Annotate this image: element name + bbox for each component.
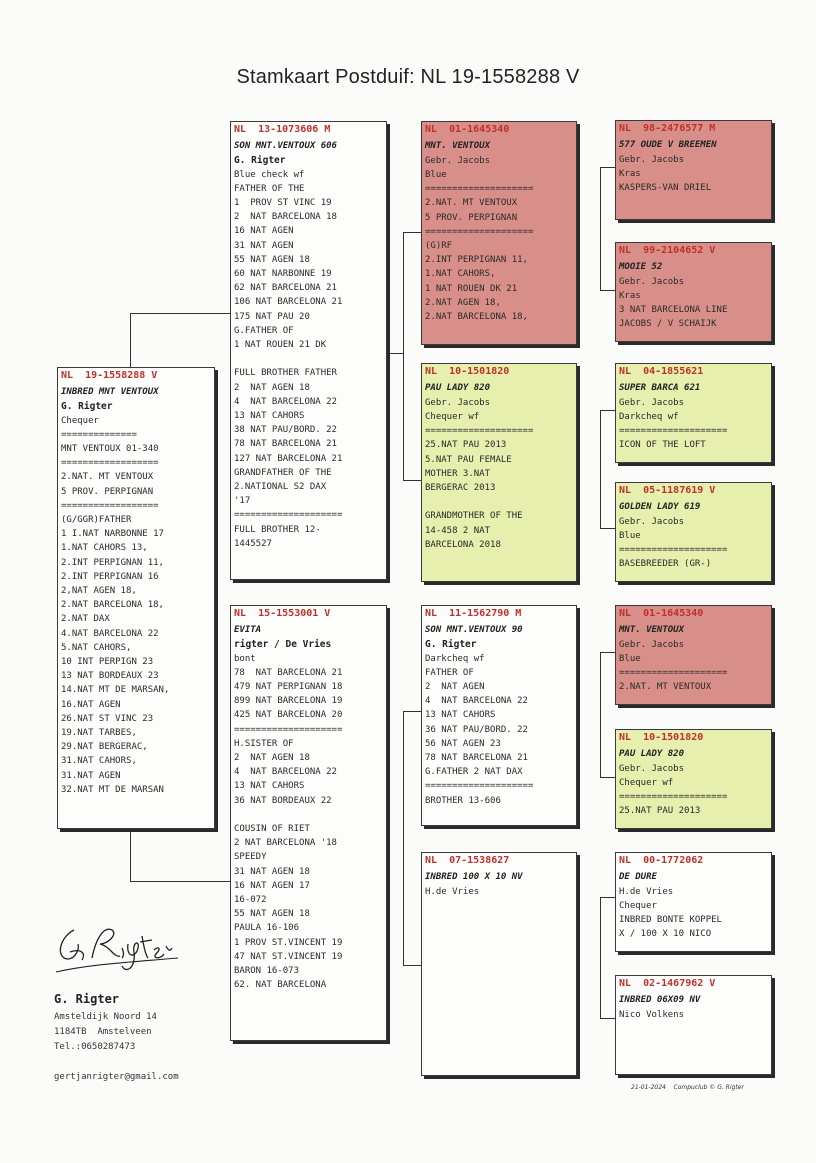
card-line: 10 INT PERPIGN 23 xyxy=(61,657,154,668)
ring-number: NL 98-2476577 M xyxy=(619,123,716,134)
card-line: 479 NAT PERPIGNAN 18 xyxy=(234,682,343,692)
connector-line xyxy=(600,897,601,1019)
card-line: 31.NAT AGEN xyxy=(61,770,121,781)
card-line: 13 NAT BORDEAUX 23 xyxy=(61,671,159,682)
pigeon-name: MNT. VENTOUX xyxy=(425,141,491,151)
pedigree-card-father-father[interactable] xyxy=(421,121,577,345)
ring-number: NL 10-1501820 xyxy=(619,732,704,743)
card-line: 55 NAT AGEN 18 xyxy=(234,909,310,920)
card-line: Gebr. Jacobs xyxy=(619,397,685,408)
owner-name: G. Rigter xyxy=(234,154,286,166)
card-line: 2 NAT AGEN 18 xyxy=(234,382,310,393)
pedigree-card-father-mother[interactable] xyxy=(421,363,577,582)
card-line: 36 NAT PAU/BORD. 22 xyxy=(425,724,528,735)
card-line: 4.NAT BARCELONA 22 xyxy=(61,628,159,639)
card-line: 5.NAT PAU FEMALE xyxy=(425,454,512,465)
card-line: 78 NAT BARCELONA 21 xyxy=(234,439,337,450)
card-line: 2,NAT AGEN 18, xyxy=(61,586,137,597)
card-line: G.FATHER 2 NAT DAX xyxy=(425,767,523,778)
card-line: ICON OF THE LOFT xyxy=(619,440,706,451)
card-line: 4 NAT BARCELONA 22 xyxy=(425,696,528,707)
card-line: 2.NAT. MT VENTOUX xyxy=(425,198,518,209)
card-line: 2.NAT BARCELONA 18, xyxy=(61,600,164,611)
card-line: Blue xyxy=(619,531,641,541)
ring-number: NL 99-2104652 V xyxy=(619,245,716,256)
card-line: MNT VENTOUX 01-340 xyxy=(61,444,159,454)
ring-number: NL 15-1553001 V xyxy=(234,608,331,619)
card-line: 47 NAT ST.VINCENT 19 xyxy=(234,951,343,962)
card-line: Darkcheq wf xyxy=(425,653,485,664)
card-line: ==================== xyxy=(425,426,534,437)
connector-line xyxy=(600,167,601,290)
card-line: 36 NAT BORDEAUX 22 xyxy=(234,795,332,806)
card-line: 55 NAT AGEN 18 xyxy=(234,254,310,265)
ring-number: NL 07-1538627 xyxy=(425,855,510,866)
card-line: Kras xyxy=(619,291,641,301)
card-line: 26.NAT ST VINC 23 xyxy=(61,713,154,724)
pedigree-card-fff[interactable] xyxy=(615,120,772,220)
card-line: ==================== xyxy=(619,545,728,556)
card-line: Chequer wf xyxy=(425,412,480,422)
pigeon-name: MNT. VENTOUX xyxy=(619,625,685,635)
ring-number: NL 01-1645340 xyxy=(425,124,510,135)
card-line: BARCELONA 2018 xyxy=(425,539,501,550)
connector-line xyxy=(600,167,616,168)
ring-number: NL 01-1645340 xyxy=(619,608,704,619)
card-line: 25.NAT PAU 2013 xyxy=(619,806,701,817)
connector-line xyxy=(403,480,423,481)
pigeon-name: INBRED MNT VENTOUX xyxy=(61,387,159,397)
pigeon-name: INBRED 100 X 10 NV xyxy=(425,872,523,882)
connector-line xyxy=(600,652,601,778)
card-line: 16-072 xyxy=(234,895,267,906)
ring-number: NL 19-1558288 V xyxy=(61,370,158,381)
card-line: INBRED BONTE KOPPEL xyxy=(619,915,722,926)
breeder-phone: Tel.:0650287473 xyxy=(54,1042,136,1052)
card-line: 2.NAT. MT VENTOUX xyxy=(61,472,154,483)
pigeon-name: SUPER BARCA 621 xyxy=(619,383,701,393)
connector-line xyxy=(600,777,616,778)
card-line: BROTHER 13-606 xyxy=(425,795,501,806)
connector-line xyxy=(403,232,404,481)
pedigree-card-mother[interactable] xyxy=(230,605,387,1041)
ring-number: NL 13-1073606 M xyxy=(234,124,331,135)
card-line: 3 NAT BARCELONA LINE xyxy=(619,305,728,316)
ring-number: NL 02-1467962 V xyxy=(619,978,716,989)
card-line: 13 NAT CAHORS xyxy=(234,411,305,422)
connector-line xyxy=(600,410,616,411)
card-line: 5 PROV. PERPIGNAN xyxy=(61,486,154,497)
connector-line xyxy=(403,232,423,233)
owner-name: G. Rigter xyxy=(61,400,113,412)
card-line: BARON 16-073 xyxy=(234,966,300,977)
card-line: 13 NAT CAHORS xyxy=(425,710,496,721)
pigeon-name: MOOIE 52 xyxy=(619,262,663,272)
card-line: H.de Vries xyxy=(425,886,480,897)
card-line: 1 PROV ST.VINCENT 19 xyxy=(234,937,343,948)
card-line: 5.NAT CAHORS, xyxy=(61,642,132,653)
card-line: 106 NAT BARCELONA 21 xyxy=(234,297,343,308)
ring-number: NL 05-1187619 V xyxy=(619,485,716,496)
card-line: 2.NAT. MT VENTOUX xyxy=(619,682,712,693)
card-line: Gebr. Jacobs xyxy=(619,276,685,287)
card-line: ==================== xyxy=(425,226,534,237)
connector-line xyxy=(130,313,233,314)
card-line: ==================== xyxy=(425,184,534,195)
card-line: 32.NAT MT DE MARSAN xyxy=(61,784,164,795)
connector-line xyxy=(600,528,616,529)
card-line: COUSIN OF RIET xyxy=(234,824,310,835)
pigeon-name: SON MNT.VENTOUX 90 xyxy=(425,625,523,635)
card-line: 14.NAT MT DE MARSAN, xyxy=(61,685,170,696)
connector-line xyxy=(130,313,131,369)
card-line: 78 NAT BARCELONA 21 xyxy=(234,667,343,678)
connector-line xyxy=(600,410,601,529)
pedigree-card-mother-father[interactable] xyxy=(421,605,577,826)
card-line: 25.NAT PAU 2013 xyxy=(425,440,507,451)
card-line: H.SISTER OF xyxy=(234,738,294,749)
card-line: 60 NAT NARBONNE 19 xyxy=(234,269,332,280)
card-line: 62. NAT BARCELONA xyxy=(234,980,327,991)
card-line: Gebr. Jacobs xyxy=(619,154,685,165)
card-line: X / 100 X 10 NICO xyxy=(619,929,712,940)
card-line: GRANDFATHER OF THE xyxy=(234,467,332,478)
card-line: 2.NAT BARCELONA 18, xyxy=(425,312,528,323)
pedigree-card-fmf[interactable] xyxy=(615,363,772,463)
pedigree-card-ffm[interactable] xyxy=(615,242,772,342)
pigeon-name: GOLDEN LADY 619 xyxy=(619,502,701,512)
pigeon-name: PAU LADY 820 xyxy=(619,749,685,759)
pigeon-name: SON MNT.VENTOUX 606 xyxy=(234,141,337,151)
card-line: ============== xyxy=(61,429,137,440)
card-line: BERGERAC 2013 xyxy=(425,483,496,494)
card-line: 14-458 2 NAT xyxy=(425,525,491,536)
card-line: 16 NAT AGEN xyxy=(234,226,294,237)
pigeon-name: PAU LADY 820 xyxy=(425,383,491,393)
card-line: 1.NAT CAHORS 13, xyxy=(61,543,148,554)
card-line: 16 NAT AGEN 17 xyxy=(234,880,310,891)
card-line: ==================== xyxy=(619,668,728,679)
card-line: Blue xyxy=(425,170,447,180)
card-line: Chequer xyxy=(619,901,657,911)
card-line: 56 NAT AGEN 23 xyxy=(425,738,501,749)
pedigree-card-fmm[interactable] xyxy=(615,482,772,582)
card-line: 2 NAT BARCELONA '18 xyxy=(234,838,337,849)
card-line: 38 NAT PAU/BORD. 22 xyxy=(234,425,337,436)
card-line: PAULA 16-106 xyxy=(234,923,300,934)
card-line: Gebr. Jacobs xyxy=(619,639,685,650)
pedigree-card-mff[interactable] xyxy=(615,605,772,705)
page-title: Stamkaart Postduif: NL 19-1558288 V xyxy=(236,66,580,88)
card-line: 2.NAT DAX xyxy=(61,614,110,625)
card-line: 4 NAT BARCELONA 22 xyxy=(234,396,337,407)
card-line: 2 NAT AGEN 18 xyxy=(234,753,310,764)
card-line: ================== xyxy=(61,500,159,511)
breeder-city: 1184TB Amstelveen xyxy=(54,1027,152,1037)
owner-name: G. Rigter xyxy=(425,638,477,650)
card-line: H.de Vries xyxy=(619,886,674,897)
card-line: (G)RF xyxy=(425,241,453,252)
card-line: Gebr. Jacobs xyxy=(425,397,491,408)
card-line: 1 I.NAT NARBONNE 17 xyxy=(61,529,164,540)
card-line: 899 NAT BARCELONA 19 xyxy=(234,696,343,707)
connector-line xyxy=(600,290,616,291)
owner-name: rigter / De Vries xyxy=(234,638,332,650)
card-line: JACOBS / V SCHAIJK xyxy=(619,319,717,330)
card-line: bont xyxy=(234,653,256,664)
card-line: MOTHER 3.NAT xyxy=(425,468,491,479)
card-line: 1 NAT ROUEN 21 DK xyxy=(234,340,327,351)
card-line: 2.NAT AGEN 18, xyxy=(425,297,501,308)
card-line: SPEEDY xyxy=(234,852,267,863)
card-line: 1 NAT ROUEN DK 21 xyxy=(425,283,518,294)
card-line: 2.NATIONAL S2 DAX xyxy=(234,482,327,493)
connector-line xyxy=(403,711,404,966)
card-line: FULL BROTHER FATHER xyxy=(234,368,337,379)
card-line: ==================== xyxy=(234,510,343,521)
card-line: '17 xyxy=(234,496,251,507)
pedigree-card-mmf[interactable] xyxy=(615,852,772,952)
breeder-email[interactable]: gertjanrigter@gmail.com xyxy=(54,1072,179,1082)
card-line: Gebr. Jacobs xyxy=(619,763,685,774)
card-line: 78 NAT BARCELONA 21 xyxy=(425,753,528,764)
card-line: 175 NAT PAU 20 xyxy=(234,311,310,322)
pigeon-name: 577 OUDE V BREEMEN xyxy=(619,140,717,150)
card-line xyxy=(425,495,573,509)
card-line: 2 NAT BARCELONA 18 xyxy=(234,212,337,223)
card-line: KASPERS-VAN DRIEL xyxy=(619,183,712,194)
ring-number: NL 10-1501820 xyxy=(425,366,510,377)
connector-line xyxy=(387,353,403,354)
card-line: 1445527 xyxy=(234,538,272,549)
card-line: 5 PROV. PERPIGNAN xyxy=(425,212,518,223)
card-line: FATHER OF THE xyxy=(234,183,305,194)
card-line: 2.INT PERPIGNAN 11, xyxy=(425,255,528,266)
breeder-street: Amsteldijk Noord 14 xyxy=(54,1012,157,1022)
card-line: Nico Volkens xyxy=(619,1009,685,1020)
connector-line xyxy=(600,1018,616,1019)
card-line: BASEBREEDER (GR-) xyxy=(619,559,712,570)
card-line: 2.INT PERPIGNAN 11, xyxy=(61,557,164,568)
card-line: G.FATHER OF xyxy=(234,325,294,336)
pedigree-card-mfm[interactable] xyxy=(615,729,772,829)
pedigree-card-mmm[interactable] xyxy=(615,975,772,1075)
connector-line xyxy=(403,965,423,966)
card-line: ==================== xyxy=(234,724,343,735)
card-line: Chequer wf xyxy=(619,778,674,788)
card-line: Kras xyxy=(619,169,641,179)
card-line: Darkcheq wf xyxy=(619,412,679,422)
card-line: ==================== xyxy=(425,781,534,792)
card-line: (G/GGR)FATHER xyxy=(61,515,132,526)
card-line: FULL BROTHER 12- xyxy=(234,524,321,535)
ring-number: NL 00-1772062 xyxy=(619,855,704,866)
card-line: ==================== xyxy=(619,426,728,437)
card-line: 31.NAT CAHORS, xyxy=(61,756,137,767)
connector-line xyxy=(600,652,616,653)
card-line: Blue check wf xyxy=(234,169,305,180)
card-line: 2.INT PERPIGNAN 16 xyxy=(61,571,159,582)
connector-line xyxy=(130,881,233,882)
card-line: Gebr. Jacobs xyxy=(425,155,491,166)
card-line xyxy=(234,352,383,366)
card-line: 1 PROV ST VINC 19 xyxy=(234,198,332,208)
card-line: 31 NAT AGEN xyxy=(234,240,294,251)
card-line: 1.NAT CAHORS, xyxy=(425,269,496,280)
card-line: 2 NAT AGEN xyxy=(425,682,485,692)
card-line: 425 NAT BARCELONA 20 xyxy=(234,710,343,721)
pigeon-name: EVITA xyxy=(234,625,262,635)
card-line: ==================== xyxy=(619,792,728,803)
ring-number: NL 04-1855621 xyxy=(619,366,704,377)
pedigree-card-father[interactable] xyxy=(230,121,387,580)
card-line xyxy=(234,808,383,822)
pedigree-card-mother-mother[interactable] xyxy=(421,852,577,1076)
card-line: ================== xyxy=(61,458,159,469)
card-line: Blue xyxy=(619,654,641,664)
signature-image xyxy=(52,918,182,978)
card-line: 127 NAT BARCELONA 21 xyxy=(234,453,343,464)
card-line: 13 NAT CAHORS xyxy=(234,781,305,792)
breeder-name: G. Rigter xyxy=(54,992,120,1006)
pigeon-name: INBRED 06X09 NV xyxy=(619,995,701,1005)
card-line: 16.NAT AGEN xyxy=(61,699,121,710)
pigeon-name: DE DURE xyxy=(619,872,657,882)
pedigree-card-subject[interactable] xyxy=(57,367,215,829)
card-line: 29.NAT BERGERAC, xyxy=(61,742,148,753)
card-line: 19.NAT TARBES, xyxy=(61,728,137,739)
card-line: GRANDMOTHER OF THE xyxy=(425,511,523,522)
ring-number: NL 11-1562790 M xyxy=(425,608,522,619)
card-line: Gebr. Jacobs xyxy=(619,516,685,527)
card-line: 31 NAT AGEN 18 xyxy=(234,866,310,877)
card-line: FATHER OF xyxy=(425,667,474,678)
card-line: 62 NAT BARCELONA 21 xyxy=(234,283,337,294)
connector-line xyxy=(130,829,131,881)
card-line: Chequer xyxy=(61,415,99,426)
connector-line xyxy=(600,897,616,898)
connector-line xyxy=(403,711,423,712)
card-line: 4 NAT BARCELONA 22 xyxy=(234,767,337,778)
footer-credit: 21-01-2024 Compuclub © G. Rigter xyxy=(631,1084,744,1091)
